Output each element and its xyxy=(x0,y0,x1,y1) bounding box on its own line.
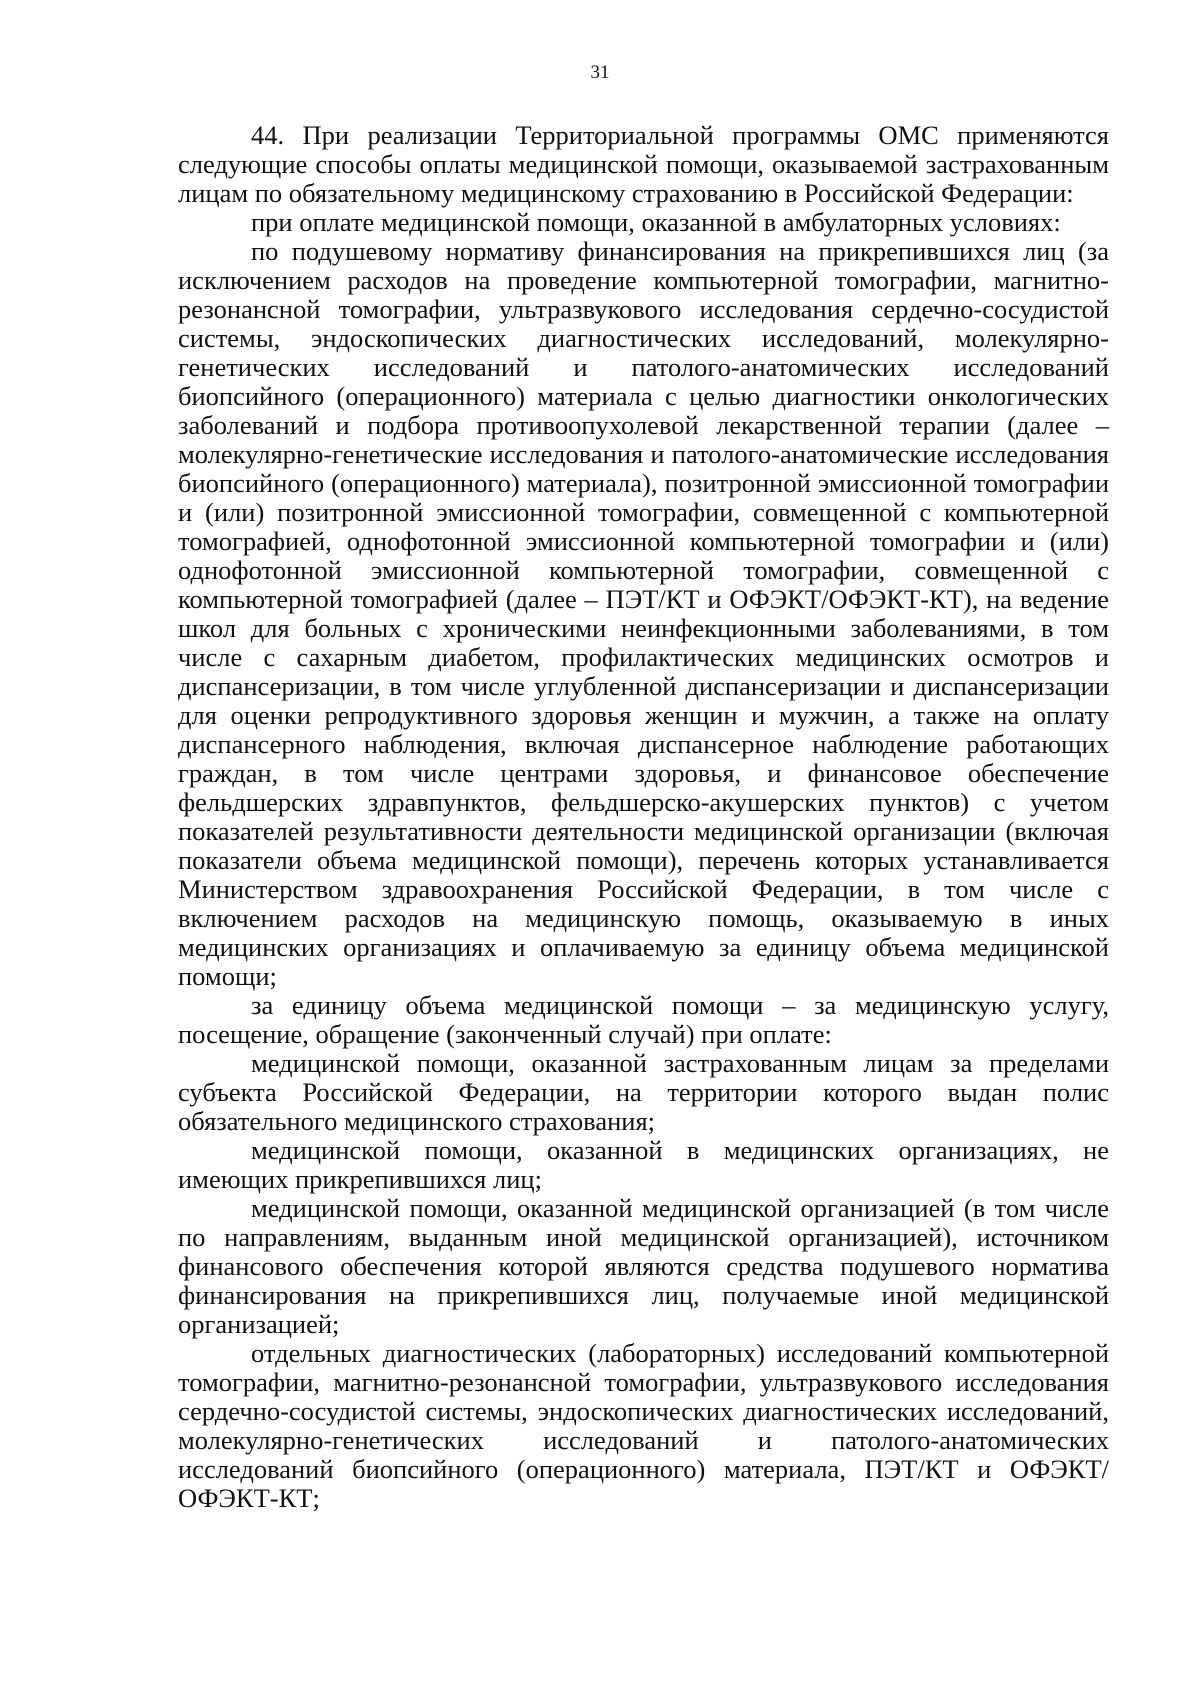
paragraph-referral-care: медицинской помощи, оказанной медицинской организацией (в том числе по направлениям, выданным иной медицинской организацией), источником финансового обеспечения которой являются средства подушевого норматива финансирования на прикрепившихся лиц, получаемые иной медицинской организацией; xyxy=(178,1193,1109,1339)
paragraph-outside-subject: медицинской помощи, оказанной застрахованным лицам за пределами субъекта Российской Федерации, на территории которого выдан полис обязательного медицинского страхования; xyxy=(178,1048,1109,1136)
paragraph-per-unit-volume: за единицу объема медицинской помощи – за медицинскую услугу, посещение, обращение (законченный случай) при оплате: xyxy=(178,990,1109,1049)
paragraph-per-capita-normative: по подушевому нормативу финансирования на прикрепившихся лиц (за исключением расходов на проведение компьютерной томографии, магнитно-резонансной томографии, ультразвукового исследования сердечно-сосудистой системы, эндоскопических диагностических исследований, молекулярно-генетических исследований и патолого-анатомических исследований биопсийного (операционного) материала с целью диагностики онкологических заболеваний и подбора противоопухолевой лекарственной терапии (далее – молекулярно-генетические исследования и патолого-анатомические исследования биопсийного (операционного) материала), позитронной эмиссионной томографии и (или) позитронной эмиссионной томографии, совмещенной с компьютерной томографией, однофотонной эмиссионной компьютерной томографии и (или) однофотонной эмиссионной компьютерной томографии, совмещенной с компьютерной томографией (далее – ПЭТ/КТ и ОФЭКТ/ОФЭКТ-КТ), на ведение школ для больных с хроническими неинфекционными заболеваниями, в том числе с сахарным диабетом, профилактических медицинских осмотров и диспансеризации, в том числе углубленной диспансеризации и диспансеризации для оценки репродуктивного здоровья женщин и мужчин, а также на оплату диспансерного наблюдения, включая диспансерное наблюдение работающих граждан, в том числе центрами здоровья, и финансовое обеспечение фельдшерских здравпунктов, фельдшерско-акушерских пунктов) с учетом показателей результативности деятельности медицинской организации (включая показатели объема медицинской помощи), перечень которых устанавливается Министерством здравоохранения Российской Федерации, в том числе с включением расходов на медицинскую помощь, оказываемую в иных медицинских организациях и оплачиваемую за единицу объема медицинской помощи; xyxy=(178,236,1109,991)
paragraph-diagnostic-studies: отдельных диагностических (лабораторных) исследований компьютерной томографии, магнитно-резонансной томографии, ультразвукового исследования сердечно-сосудистой системы, эндоскопических диагностических исследований, молекулярно-генетических исследований и патолого-анатомических исследований биопсийного (операционного) материала, ПЭТ/КТ и ОФЭКТ/ОФЭКТ-КТ; xyxy=(178,1338,1109,1513)
paragraph-no-attached-persons: медицинской помощи, оказанной в медицинских организациях, не имеющих прикрепившихся лиц; xyxy=(178,1135,1109,1194)
page-number: 31 xyxy=(590,62,610,83)
paragraph-outpatient-heading: при оплате медицинской помощи, оказанной в амбулаторных условиях: xyxy=(251,207,1061,237)
document-body xyxy=(178,121,1109,1513)
paragraph-44-intro: 44. При реализации Территориальной программы ОМС применяются следующие способы оплаты медицинской помощи, оказываемой застрахованным лицам по обязательному медицинскому страхованию в Российской Федерации: xyxy=(178,120,1109,208)
